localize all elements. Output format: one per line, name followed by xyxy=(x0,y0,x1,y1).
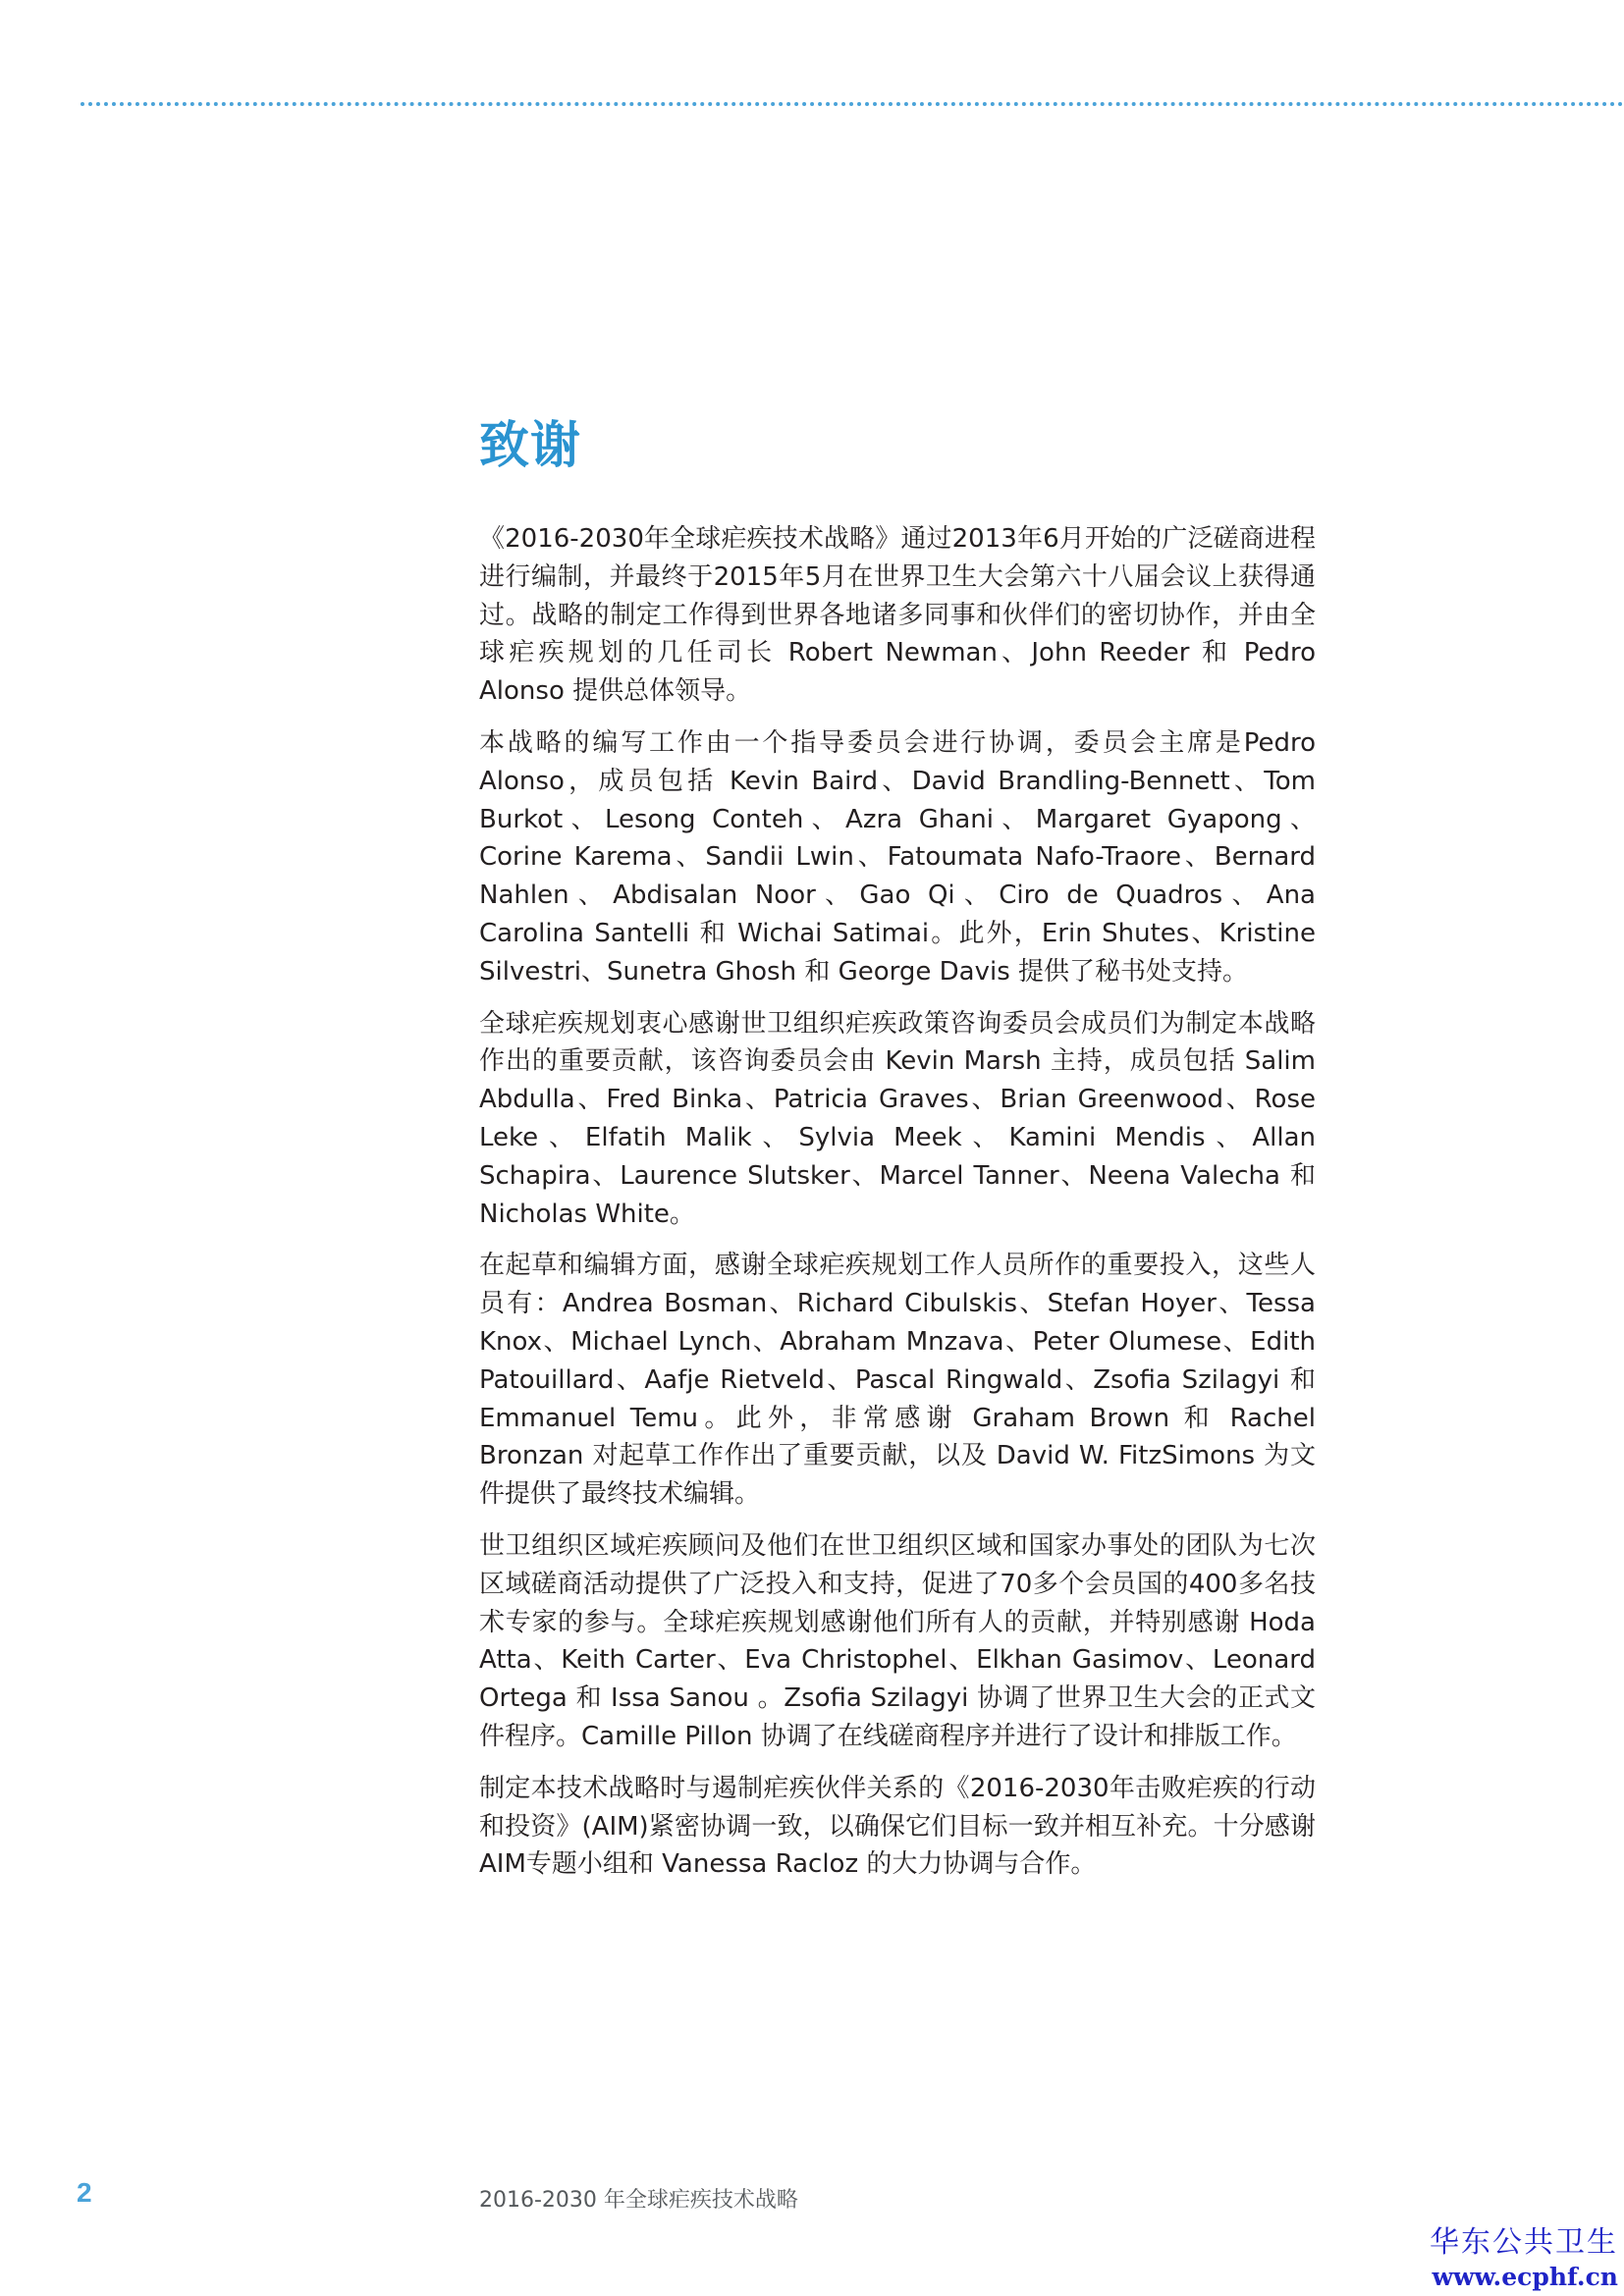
paragraph-steering-committee: 本战略的编写工作由一个指导委员会进行协调，委员会主席是Pedro Alonso，成员包括 Kevin Baird、David Brandling-Bennett、Tom Burkot、Lesong Conteh、Azra Ghani、Margaret Gyapong、Corine Karema、Sandii Lwin、Fatoumata Nafo-Traore、Bernard Nahlen、Abdisalan Noor、Gao Qi、Ciro de Quadros、Ana Carolina Santelli 和 Wichai Satimai。此外，Erin Shutes、Kristine Silvestri、Sunetra Ghosh 和 George Davis 提供了秘书处支持。 xyxy=(479,727,1316,987)
watermark-url[interactable]: www.ecphf.cn xyxy=(1432,2263,1618,2291)
paragraph-advisory-committee: 全球疟疾规划衷心感谢世卫组织疟疾政策咨询委员会成员们为制定本战略作出的重要贡献，该咨询委员会由 Kevin Marsh 主持，成员包括 Salim Abdulla、Fred Binka、Patricia Graves、Brian Greenwood、Rose Leke、Elfatih Malik、Sylvia Meek、Kamini Mendis、Allan Schapira、Laurence Slutsker、Marcel Tanner、Neena Valecha 和 Nicholas White。 xyxy=(479,1008,1316,1229)
paragraph-aim-coordination: 制定本技术战略时与遏制疟疾伙伴关系的《2016-2030年击败疟疾的行动和投资》(AIM)紧密协调一致，以确保它们目标一致并相互补充。十分感谢AIM专题小组和 Vanessa Racloz 的大力协调与合作。 xyxy=(479,1773,1316,1880)
paragraph-overview: 《2016-2030年全球疟疾技术战略》通过2013年6月开始的广泛磋商进程进行编制，并最终于2015年5月在世界卫生大会第六十八届会议上获得通过。战略的制定工作得到世界各地诸多同事和伙伴们的密切协作，并由全球疟疾规划的几任司长 Robert Newman、John Reeder 和 Pedro Alonso 提供总体领导。 xyxy=(479,524,1316,707)
running-footer-title: 2016-2030 年全球疟疾技术战略 xyxy=(479,2188,798,2213)
page-title: 致谢 xyxy=(479,417,582,475)
paragraph-drafting-editing: 在起草和编辑方面，感谢全球疟疾规划工作人员所作的重要投入，这些人员有：Andrea Bosman、Richard Cibulskis、Stefan Hoyer、Tessa Knox、Michael Lynch、Abraham Mnzava、Peter Olumese、Edith Patouillard、Aafje Rietveld、Pascal Ringwald、Zsofia Szilagyi 和 Emmanuel Temu。此外，非常感谢 Graham Brown 和 Rachel Bronzan 对起草工作作出了重要贡献，以及 David W. FitzSimons 为文件提供了最终技术编辑。 xyxy=(479,1251,1316,1510)
paragraph-regional-consultations: 世卫组织区域疟疾顾问及他们在世卫组织区域和国家办事处的团队为七次区域磋商活动提供了广泛投入和支持，促进了70多个会员国的400多名技术专家的参与。全球疟疾规划感谢他们所有人的贡献，并特别感谢 Hoda Atta、Keith Carter、Eva Christophel、Elkhan Gasimov、Leonard Ortega 和 Issa Sanou 。Zsofia Szilagyi 协调了世界卫生大会的正式文件程序。Camille Pillon 协调了在线磋商程序并进行了设计和排版工作。 xyxy=(479,1530,1316,1751)
body-text xyxy=(479,520,1316,1897)
watermark-name: 华东公共卫生 xyxy=(1430,2225,1618,2260)
page-number: 2 xyxy=(77,2177,92,2208)
watermark xyxy=(1430,2224,1618,2293)
header-dotted-rule xyxy=(81,102,1624,106)
